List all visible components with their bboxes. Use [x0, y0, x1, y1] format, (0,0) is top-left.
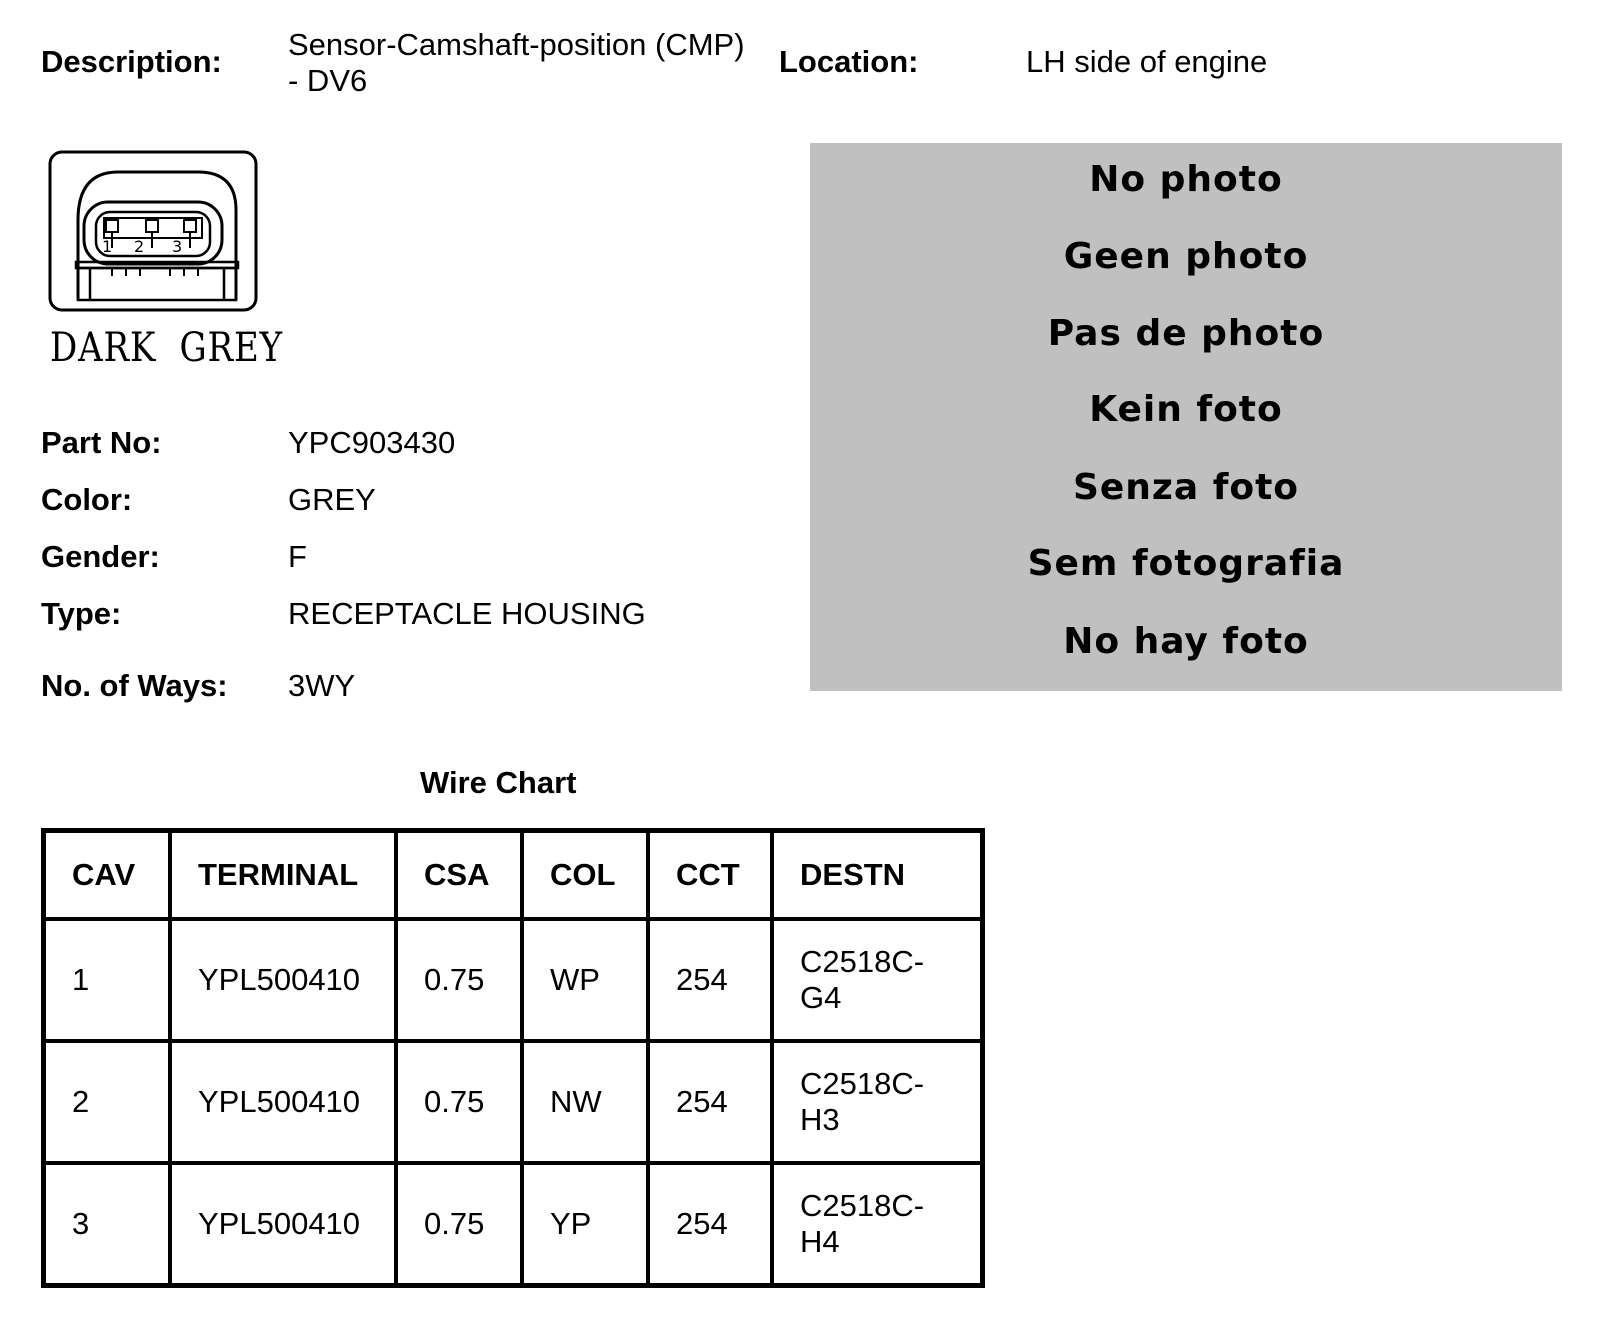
photo-placeholder [810, 143, 1562, 691]
pin-label-1: 1 [102, 237, 113, 256]
table-row [44, 1041, 983, 1163]
part-no-value: YPC903430 [288, 425, 456, 460]
table-header-row [44, 831, 983, 920]
destn-line-2: H3 [800, 1102, 840, 1137]
location-label: Location: [779, 44, 919, 79]
col-header-cav: CAV [44, 831, 171, 920]
photo-line-en: No photo [1089, 159, 1283, 200]
photo-line-nl: Geen photo [1063, 236, 1309, 277]
photo-line-es: No hay foto [1063, 621, 1309, 662]
wire-chart-table [41, 828, 985, 1288]
color-label: Color: [41, 482, 133, 517]
col-header-terminal: TERMINAL [170, 831, 396, 920]
wire-chart-title: Wire Chart [420, 765, 577, 800]
cell-csa: 0.75 [396, 919, 522, 1041]
color-value: GREY [288, 482, 376, 517]
destn-line-1: C2518C- [800, 944, 925, 979]
part-no-label: Part No: [41, 425, 162, 460]
cell-destn [772, 1163, 983, 1286]
cell-terminal: YPL500410 [170, 1163, 396, 1286]
cell-csa: 0.75 [396, 1041, 522, 1163]
cell-destn [772, 1041, 983, 1163]
connector-face-diagram-icon [48, 150, 258, 312]
destn-line-1: C2518C- [800, 1188, 925, 1223]
ways-label: No. of Ways: [41, 668, 228, 703]
table-row [44, 1163, 983, 1286]
photo-line-fr: Pas de photo [1047, 313, 1325, 354]
cell-col: WP [522, 919, 648, 1041]
gender-label: Gender: [41, 539, 160, 574]
pin-label-2: 2 [134, 237, 145, 256]
photo-line-de: Kein foto [1089, 389, 1283, 430]
cell-cav: 2 [44, 1041, 171, 1163]
cell-destn [772, 919, 983, 1041]
description-line-1: Sensor-Camshaft-position (CMP) [288, 27, 745, 62]
location-value: LH side of engine [1026, 44, 1268, 79]
table-row [44, 919, 983, 1041]
cell-cav: 1 [44, 919, 171, 1041]
col-header-col: COL [522, 831, 648, 920]
photo-line-pt: Sem fotografia [1027, 543, 1345, 584]
photo-line-it: Senza foto [1072, 467, 1300, 508]
col-header-destn: DESTN [772, 831, 983, 920]
gender-value: F [288, 539, 307, 574]
col-header-csa: CSA [396, 831, 522, 920]
destn-line-2: G4 [800, 980, 842, 1015]
cell-cct: 254 [648, 919, 772, 1041]
description-line-2: - DV6 [288, 63, 368, 98]
pin-label-3: 3 [172, 237, 183, 256]
description-label: Description: [41, 44, 222, 79]
cell-col: NW [522, 1041, 648, 1163]
type-value: RECEPTACLE HOUSING [288, 596, 646, 631]
cell-terminal: YPL500410 [170, 1041, 396, 1163]
cell-cct: 254 [648, 1163, 772, 1286]
cell-terminal: YPL500410 [170, 919, 396, 1041]
ways-value: 3WY [288, 668, 356, 703]
col-header-cct: CCT [648, 831, 772, 920]
cell-col: YP [522, 1163, 648, 1286]
connector-color-caption: DARK GREY [50, 325, 283, 371]
destn-line-2: H4 [800, 1224, 840, 1259]
description-value [288, 27, 778, 99]
cell-csa: 0.75 [396, 1163, 522, 1286]
cell-cct: 254 [648, 1041, 772, 1163]
destn-line-1: C2518C- [800, 1066, 925, 1101]
type-label: Type: [41, 596, 122, 631]
cell-cav: 3 [44, 1163, 171, 1286]
